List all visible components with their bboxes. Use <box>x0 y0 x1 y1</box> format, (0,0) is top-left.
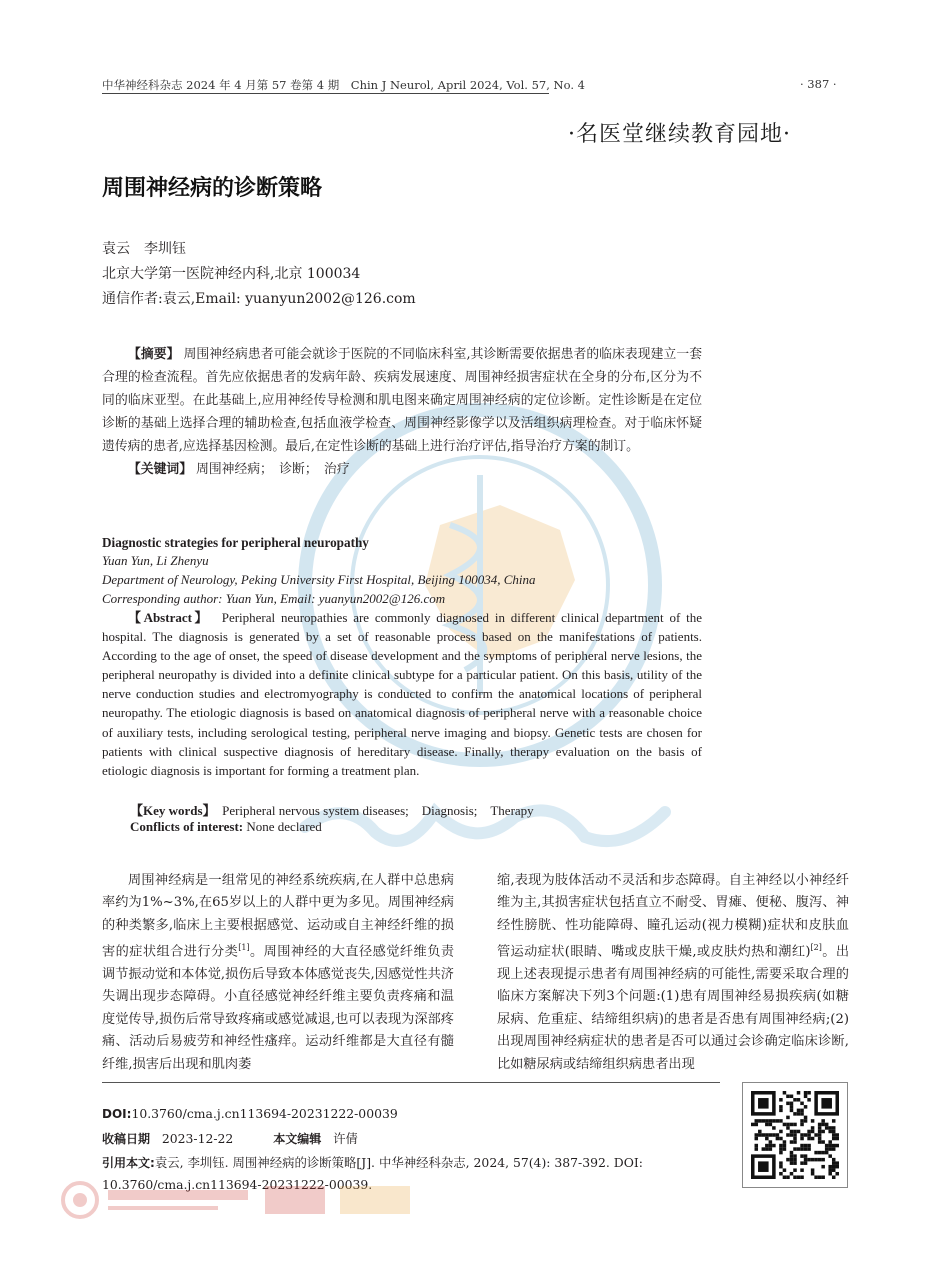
cite-label: 引用本文: <box>102 1156 155 1170</box>
footer-divider <box>102 1082 720 1083</box>
publisher-logo-icon <box>60 1178 420 1226</box>
abstract-en <box>102 608 702 780</box>
keywords-zh: 周围神经病； 诊断； 治疗 <box>196 462 350 478</box>
abstract-zh <box>102 343 702 482</box>
conflicts-of-interest <box>102 819 702 835</box>
keywords-en-text: Peripheral nervous system diseases; Diagnosis; Therapy <box>222 803 534 818</box>
title-en: Diagnostic strategies for peripheral neuropathy <box>102 535 369 550</box>
abstract-zh-text: 周围神经病患者可能会就诊于医院的不同临床科室,其诊断需要依据患者的临床表现建立一套合理的检查流程。首先应依据患者的发病年龄、疾病发展速度、周围神经损害症状在全身的分布,区分为不同的临床亚型。在此基础上,应用神经传导检测和肌电图来确定周围神经病的定位诊断。定性诊断是在定位诊断的基础上选择合理的辅助检查,包括血液学检查、周围神经影像学以及活组织病理检查。对于临床怀疑遗传病的患者,应选择基因检测。最后,在定性诊断的基础上进行治疗评估,指导治疗方案的制订。 <box>102 347 702 455</box>
body-right-text-b: 。出现上述表现提示患者有周围神经病的可能性,需要采取合理的临床方案解决下列3个问题:(1)患有周围神经易损疾病(如糖尿病、危重症、结缔组织病)的患者是否患有周围神经病;(2)出现周围神经病症状的患者是否可以通过会诊确定临床诊断,比如糖尿病或结缔组织病患者出现 <box>497 944 850 1072</box>
page-number: · 387 · <box>800 77 837 91</box>
reference-1[interactable]: [1] <box>238 943 250 953</box>
keywords-en <box>102 800 702 819</box>
doi-value[interactable]: 10.3760/cma.j.cn113694-20231222-00039 <box>131 1106 398 1121</box>
affiliation-en: Department of Neurology, Peking University First Hospital, Beijing 100034, China <box>102 572 536 587</box>
doi-line <box>102 1106 398 1121</box>
header-divider <box>102 93 549 94</box>
body-left-text-a: 周围神经病是一组常见的神经系统疾病,在人群中总患病率约为1%~3%,在65岁以上的人群中更为多见。周围神经病的种类繁多,临床上主要根据感觉、运动或自主神经纤维的损害的症状组合进行分类 <box>102 873 454 960</box>
received-label: 收稿日期 <box>102 1132 151 1146</box>
body-column-left <box>102 870 454 1076</box>
authors-en: Yuan Yun, Li Zhenyu <box>102 553 209 568</box>
affiliation-zh: 北京大学第一医院神经内科,北京 100034 <box>102 266 361 282</box>
received-line <box>102 1129 358 1147</box>
corresponding-author-en: Corresponding author: Yuan Yun, Email: yuanyun2002@126.com <box>102 591 446 606</box>
body-left-text-b: 。周围神经的大直径感觉纤维负责调节振动觉和本体觉,损伤后导致本体感觉丧失,因感觉性共济失调出现步态障碍。小直径感觉神经纤维主要负责疼痛和温度觉传导,损伤后常导致疼痛或感觉减退,也可以表现为深部疼痛、活动后易疲劳和神经性瘙痒。运动纤维都是大直径有髓纤维,损害后出现和肌肉萎 <box>102 944 455 1072</box>
doi-label: DOI: <box>102 1107 132 1121</box>
received-date: 2023-12-22 <box>161 1131 234 1146</box>
abstract-en-label: 【Abstract】 <box>128 610 211 625</box>
authors-zh: 袁云 李圳钰 <box>102 241 186 257</box>
article-title: 周围神经病的诊断策略 <box>102 176 323 201</box>
keywords-en-label: 【Key words】 <box>130 803 216 818</box>
column-name: ·名医堂继续教育园地· <box>568 122 791 147</box>
coi-label: Conflicts of interest: <box>130 819 244 834</box>
keywords-zh-label: 【关键词】 <box>128 462 192 478</box>
abstract-zh-label: 【摘要】 <box>128 347 180 362</box>
body-column-right <box>497 870 849 1076</box>
coi-text: None declared <box>246 819 322 834</box>
editor-label: 本文编辑 <box>273 1132 322 1146</box>
qr-code-icon[interactable] <box>742 1082 848 1188</box>
cite-text: 袁云, 李圳钰. 周围神经病的诊断策略[J]. 中华神经科杂志, 2024, 57(4): 387-392. DOI: 10.3760/cma.j.cn113694-20231222-00039. <box>102 1155 643 1192</box>
editor-name: 许倩 <box>333 1131 358 1146</box>
abstract-en-text: Peripheral neuropathies are commonly diagnosed in different clinical department of the hospital. The diagnosis is generated by a set of reasonable process based on the manifestations of patients. According to the age of onset, the speed of disease development and the symptoms of peripheral nerve lesions, the peripheral neuropathy is divided into a definite clinical subtype for a particular patient. On this basis, utility of the nerve conduction studies and electromyography is conducted to confirm the anatomical locations of peripheral neuropathy. The etiologic diagnosis is based on anatomical diagnosis of peripheral nerve with a reasonable choice of auxiliary tests, including serological testing, peripheral nerve imaging and biopsy. Genetic tests are chosen for patients with clinical suspective diagnosis of hereditary disease. Finally, therapy evaluation on the basis of etiologic diagnosis is important for forming a treatment plan. <box>102 610 702 778</box>
running-header: 中华神经科杂志 2024 年 4 月第 57 卷第 4 期 Chin J Neurol, April 2024, Vol. 57, No. 4 <box>102 78 585 92</box>
corresponding-author-zh: 通信作者:袁云,Email: yuanyun2002@126.com <box>102 291 416 307</box>
body-right-text-a: 缩,表现为肢体活动不灵活和步态障碍。自主神经以小神经纤维为主,其损害症状包括直立不耐受、胃瘫、便秘、腹泻、神经性膀胱、性功能障碍、瞳孔运动(视力模糊)症状和皮肤血管运动症状(眼睛、嘴或皮肤干燥,或皮肤灼热和潮红) <box>497 873 849 960</box>
reference-2[interactable]: [2] <box>810 943 822 953</box>
